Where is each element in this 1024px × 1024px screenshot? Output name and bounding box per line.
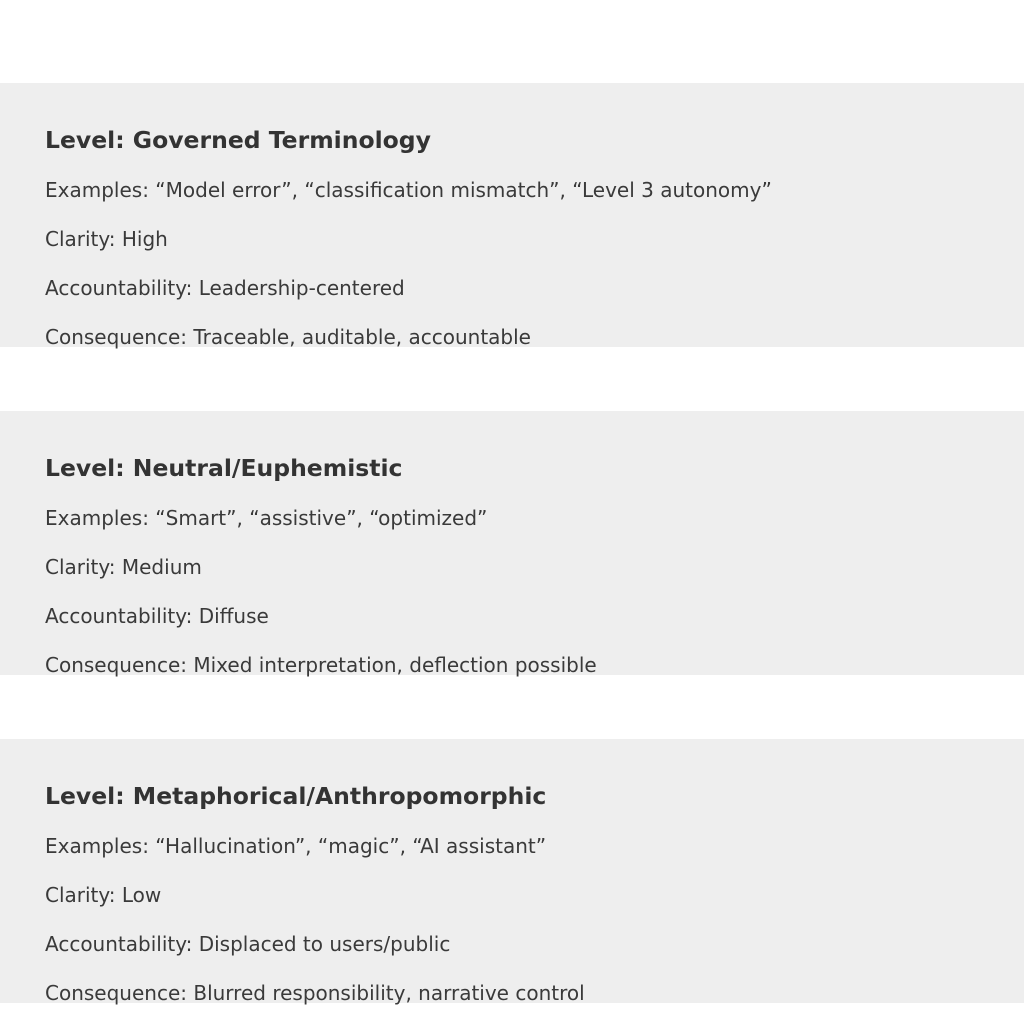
level-examples: Examples: “Model error”, “classification mismatch”, “Level 3 autonomy” [45, 178, 772, 202]
level-title: Level: Neutral/Euphemistic [45, 454, 403, 482]
level-consequence: Consequence: Mixed interpretation, deflection possible [45, 653, 597, 677]
level-clarity: Clarity: Low [45, 883, 162, 907]
level-card-metaphorical [0, 739, 1024, 1003]
level-consequence: Consequence: Blurred responsibility, narrative control [45, 981, 585, 1005]
level-examples: Examples: “Hallucination”, “magic”, “AI assistant” [45, 834, 547, 858]
level-accountability: Accountability: Leadership-centered [45, 276, 405, 300]
level-card-neutral [0, 411, 1024, 675]
level-title: Level: Metaphorical/Anthropomorphic [45, 782, 547, 810]
level-consequence: Consequence: Traceable, auditable, accountable [45, 325, 531, 349]
level-clarity: Clarity: Medium [45, 555, 202, 579]
level-title: Level: Governed Terminology [45, 126, 431, 154]
level-card-governed [0, 83, 1024, 347]
level-clarity: Clarity: High [45, 227, 168, 251]
level-accountability: Accountability: Diffuse [45, 604, 269, 628]
level-accountability: Accountability: Displaced to users/public [45, 932, 451, 956]
level-examples: Examples: “Smart”, “assistive”, “optimized” [45, 506, 488, 530]
